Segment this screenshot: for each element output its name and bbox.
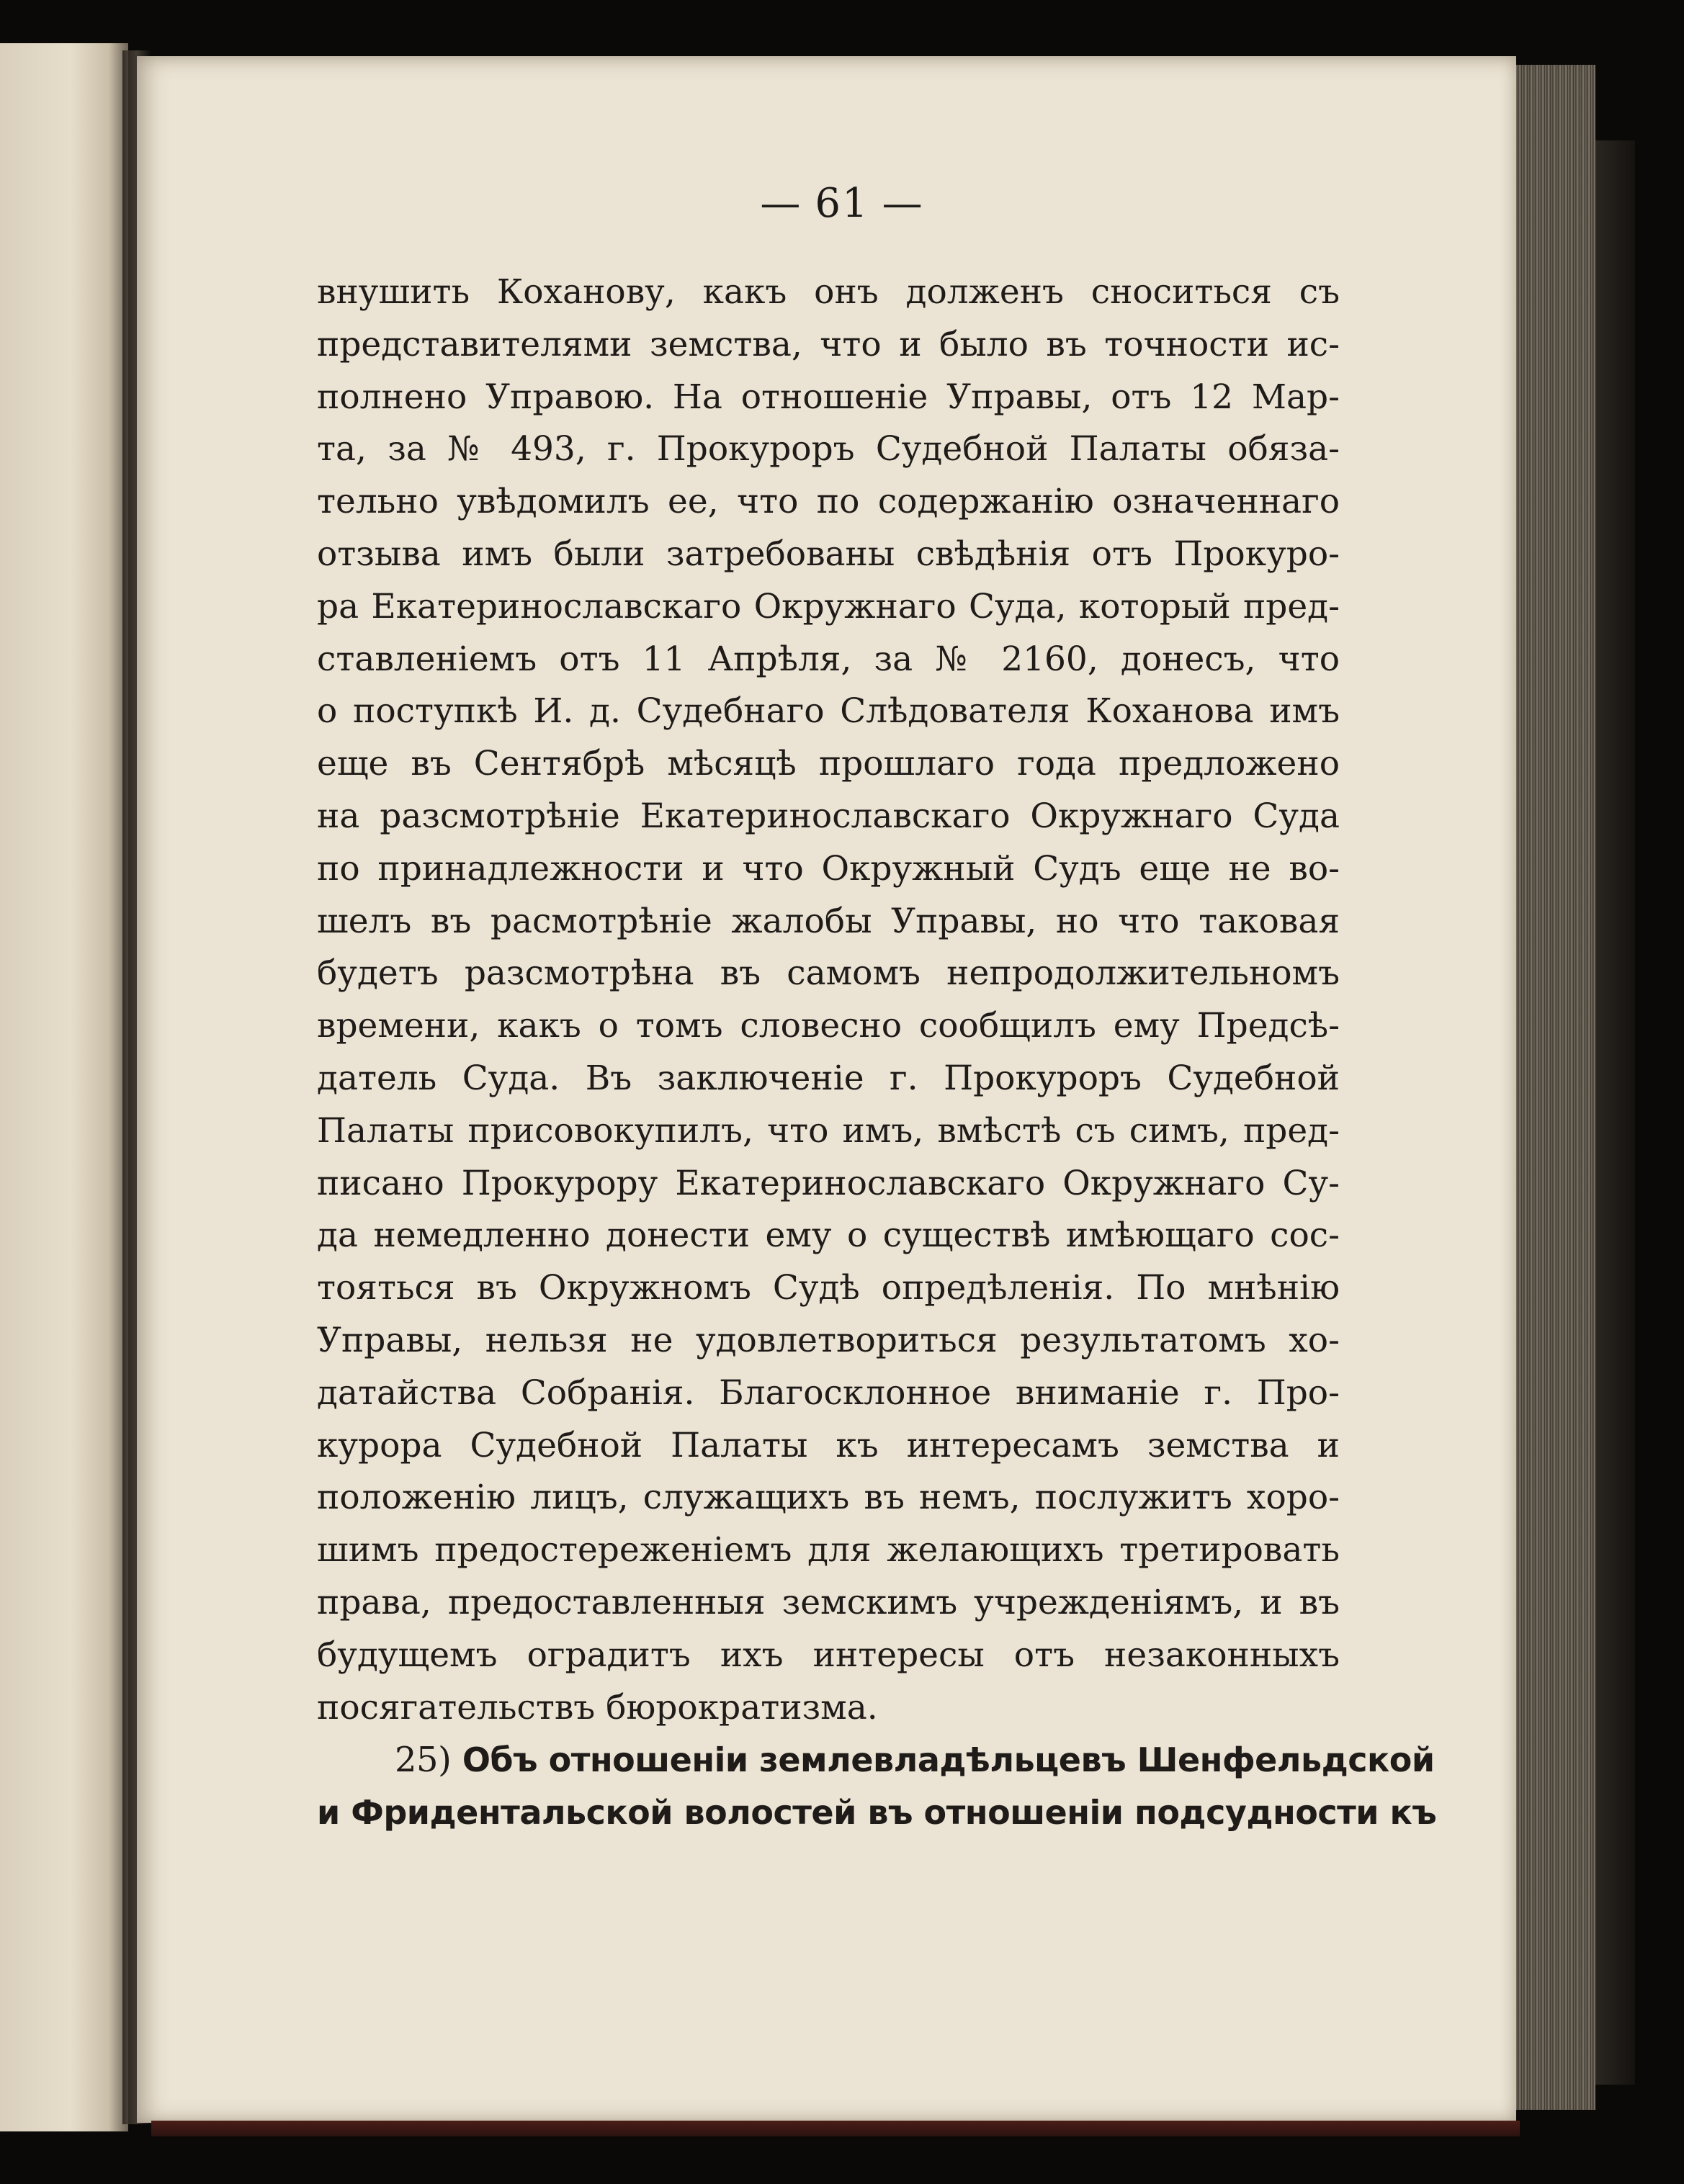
section-number: 25)	[395, 1740, 452, 1781]
section-heading-line-1	[317, 1734, 1435, 1787]
text-line: по принадлежности и что Окружный Судъ еще не во-	[317, 848, 1340, 889]
text-line-paragraph-end: посягательствъ бюрократизма.	[317, 1687, 878, 1727]
text-line: датель Суда. Въ заключеніе г. Прокуроръ Судебной	[317, 1058, 1340, 1098]
text-line: тельно увѣдомилъ ее, что по содержанію означеннаго	[317, 482, 1340, 522]
text-line: отзыва имъ были затребованы свѣдѣнія отъ Прокуро-	[317, 534, 1340, 574]
text-line: тояться въ Окружномъ Судѣ опредѣленія. По мнѣнію	[317, 1268, 1340, 1308]
text-line: времени, какъ о томъ словесно сообщилъ ему Предсѣ-	[317, 1006, 1340, 1046]
text-line: ставленіемъ отъ 11 Апрѣля, за № 2160, донесъ, что	[317, 639, 1340, 679]
text-line: шелъ въ расмотрѣніе жалобы Управы, но что таковая	[317, 901, 1340, 941]
page-body-text	[317, 266, 1437, 1839]
text-line: ра Екатеринославскаго Окружнаго Суда, который пред-	[317, 586, 1340, 626]
text-line: Палаты присовокупилъ, что имъ, вмѣстѣ съ симъ, пред-	[317, 1110, 1340, 1151]
text-line: шимъ предостереженіемъ для желающихъ третировать	[317, 1530, 1340, 1570]
section-heading-line-2: и Фридентальской волостей въ отношеніи подсудности къ	[317, 1793, 1437, 1833]
text-line: та, за № 493, г. Прокуроръ Судебной Палаты обяза-	[317, 429, 1340, 469]
page-number-header	[0, 180, 1684, 227]
page-number: 61	[815, 180, 869, 227]
text-line: будетъ разсмотрѣна въ самомъ непродолжительномъ	[317, 953, 1340, 994]
text-line: представителями земства, что и было въ точности ис-	[317, 324, 1340, 364]
book-cover-edge	[1595, 140, 1635, 2085]
text-line: Управы, нельзя не удовлетвориться результатомъ хо-	[317, 1320, 1340, 1360]
text-line: датайства Собранія. Благосклонное вниманіе г. Про-	[317, 1372, 1340, 1413]
text-line: полнено Управою. На отношеніе Управы, отъ 12 Мар-	[317, 377, 1340, 417]
text-line: положенію лицъ, служащихъ въ немъ, послужитъ хоро-	[317, 1478, 1340, 1518]
cover-bottom-edge	[151, 2121, 1520, 2136]
folio-dash-right: —	[882, 180, 924, 227]
previous-page-edge	[0, 43, 128, 2131]
text-line: внушить Коханову, какъ онъ долженъ сноситься съ	[317, 272, 1340, 312]
text-line: еще въ Сентябрѣ мѣсяцѣ прошлаго года предложено	[317, 744, 1340, 784]
text-line: да немедленно донести ему о существѣ имѣющаго сос-	[317, 1215, 1340, 1256]
text-line: на разсмотрѣніе Екатеринославскаго Окружнаго Суда	[317, 796, 1340, 836]
text-line: права, предоставленныя земскимъ учрежденіямъ, и въ	[317, 1582, 1340, 1622]
text-line: о поступкѣ И. д. Судебнаго Слѣдователя Коханова имъ	[317, 691, 1340, 732]
section-heading-text-1: Объ отношеніи землевладѣльцевъ Шенфельдской	[462, 1740, 1435, 1780]
text-line: будущемъ оградитъ ихъ интересы отъ незаконныхъ	[317, 1635, 1340, 1675]
page-block-edge	[1516, 65, 1595, 2110]
text-line: писано Прокурору Екатеринославскаго Окружнаго Су-	[317, 1163, 1340, 1203]
folio-dash-left: —	[760, 180, 802, 227]
text-line: курора Судебной Палаты къ интересамъ земства и	[317, 1425, 1340, 1465]
